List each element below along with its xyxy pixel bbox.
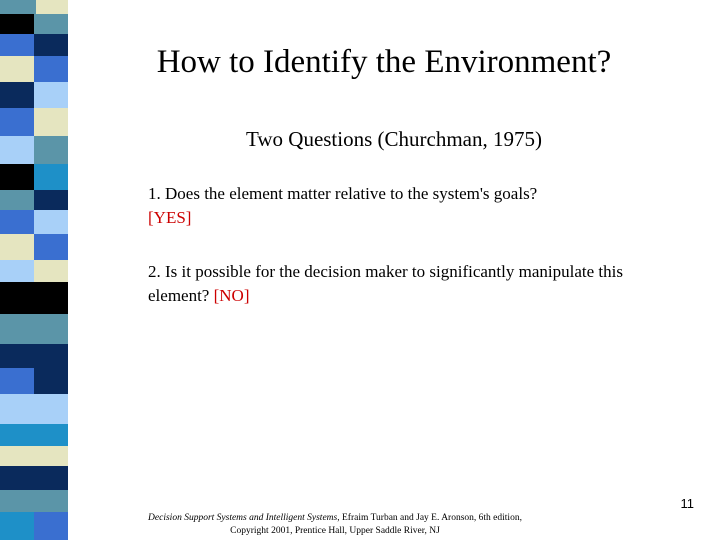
footer-citation <box>130 512 540 538</box>
footer-copyright: Copyright 2001, Prentice Hall, Upper Saddle River, NJ <box>230 526 440 536</box>
question-2-text: 2. Is it possible for the decision maker to significantly manipulate this element? <box>148 262 623 305</box>
footer-authors: , Efraim Turban and Jay E. Aronson, 6th edition, <box>337 513 522 523</box>
decorative-stripe <box>0 0 68 540</box>
question-2 <box>148 260 668 308</box>
question-1 <box>148 182 668 230</box>
slide-subtitle: Two Questions (Churchman, 1975) <box>246 127 542 151</box>
slide-title: How to Identify the Environment? <box>156 44 612 80</box>
page-number: 11 <box>680 496 694 511</box>
question-1-text: 1. Does the element matter relative to the system's goals? <box>148 184 538 203</box>
question-2-answer: [NO] <box>213 286 250 305</box>
question-1-answer: [YES] <box>148 208 192 227</box>
footer-book-title: Decision Support Systems and Intelligent Systems <box>148 513 338 523</box>
